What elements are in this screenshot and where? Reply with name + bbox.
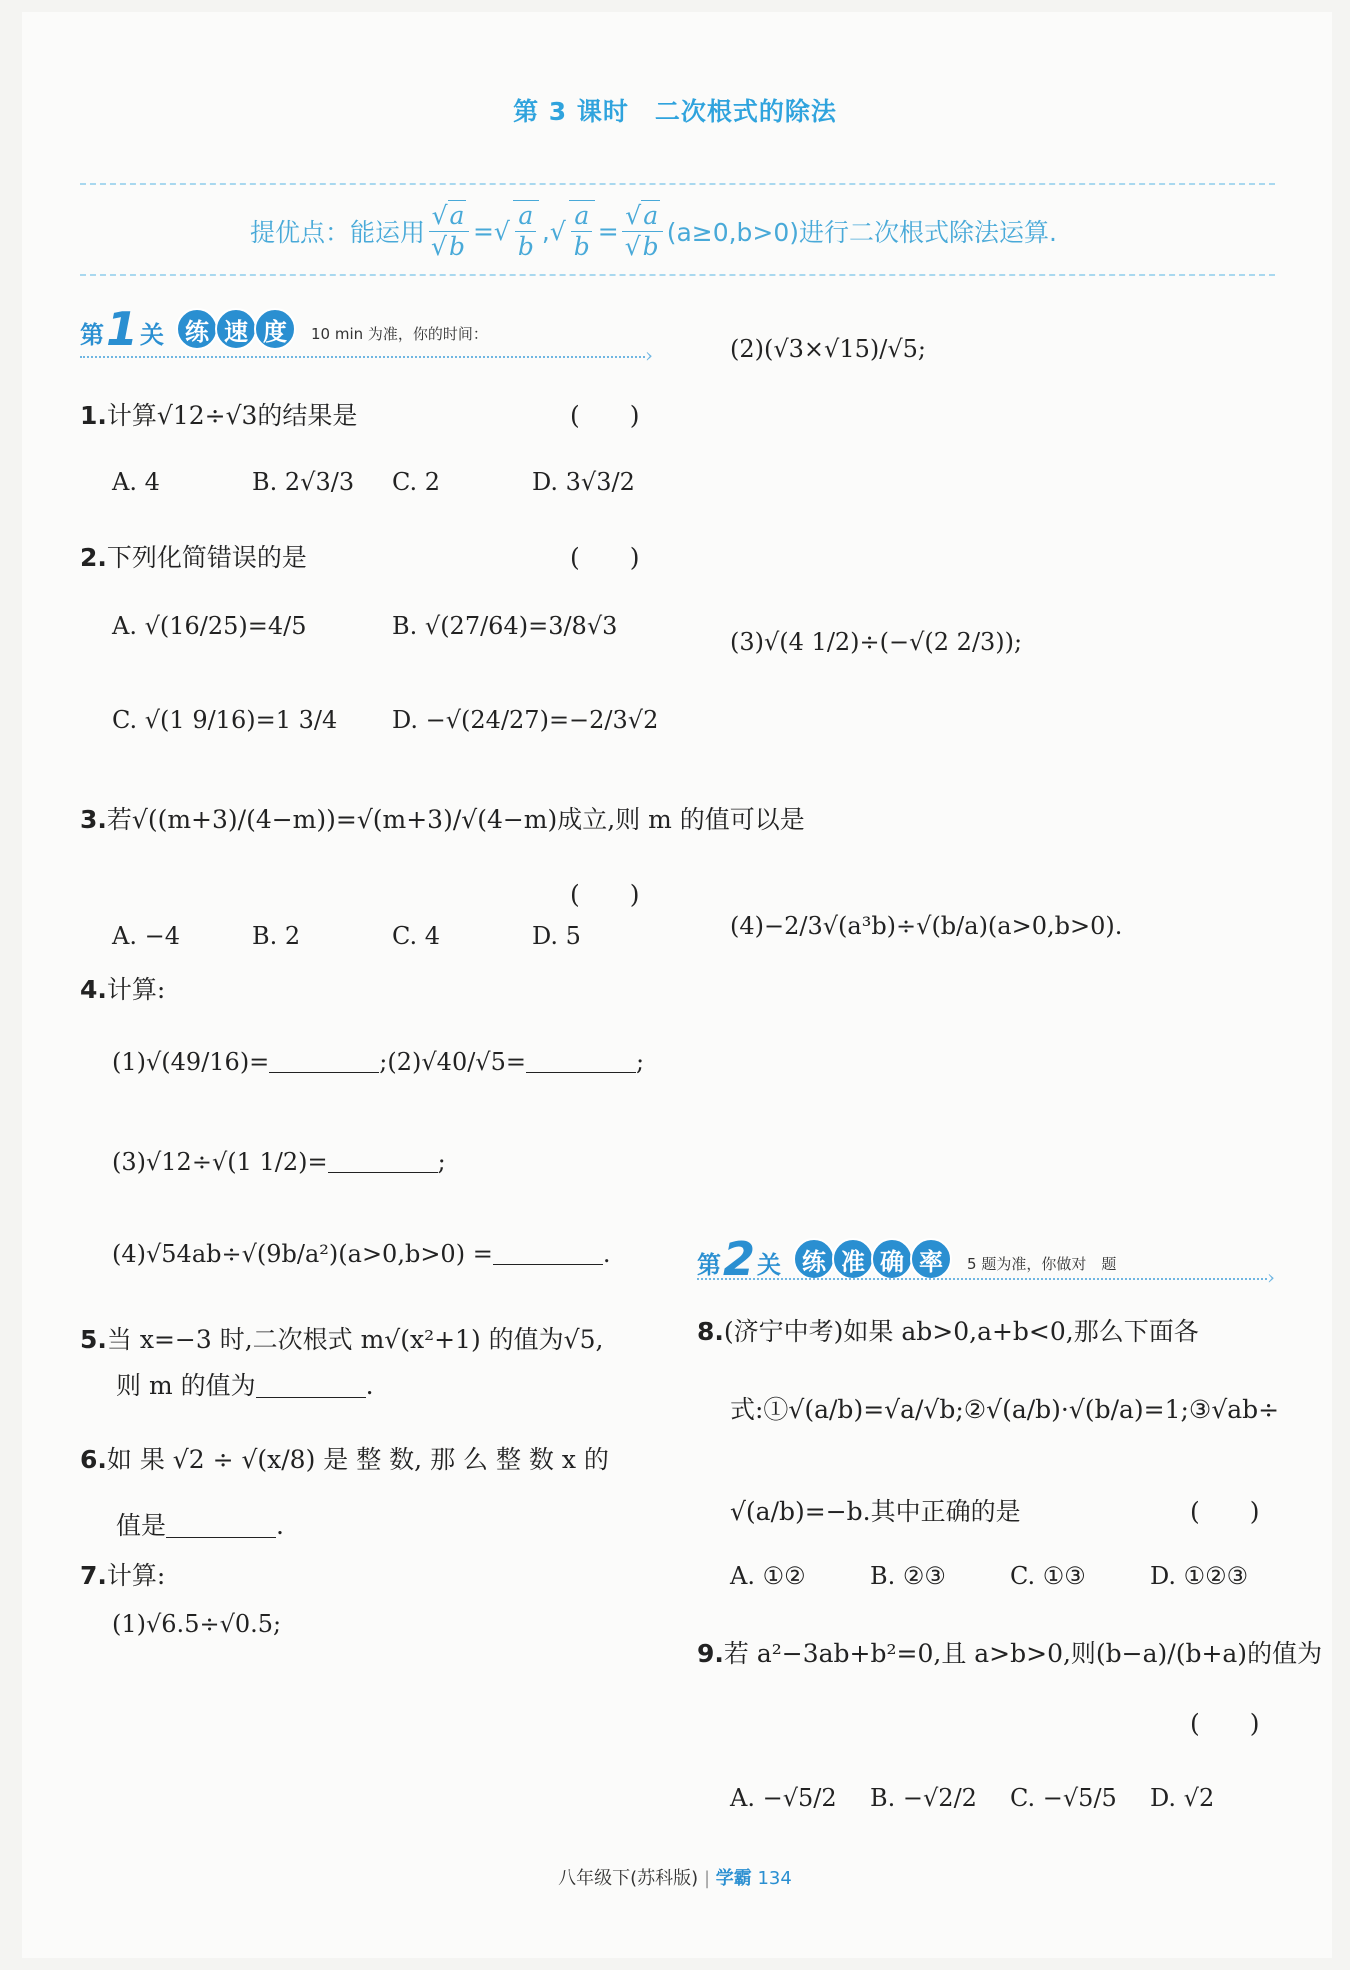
answer-blank[interactable] — [526, 1052, 636, 1073]
question-6: 6.如 果 √2 ÷ √(x/8) 是 整 数, 那 么 整 数 x 的 — [80, 1445, 609, 1474]
q7-part-1: (1)√6.5÷√0.5; — [112, 1610, 282, 1638]
q7-part-2: (2)(√3×√15)/√5; — [730, 335, 926, 363]
q7-part-4: (4)−2/3√(a³b)÷√(b/a)(a>0,b>0). — [730, 912, 1123, 940]
option-b: B. 2 — [252, 922, 301, 950]
question-5-line-2: 则 m 的值为 . — [116, 1371, 374, 1400]
answer-blank[interactable] — [328, 1152, 438, 1173]
section-2-header: 第 2 关 练 准 确 率 5 题为准，你做对 题 — [697, 1232, 1117, 1286]
answer-blank[interactable] — [269, 1052, 379, 1073]
tip-prefix: 提优点：能运用 — [250, 218, 426, 247]
question-8: 8.(济宁中考)如果 ab>0,a+b<0,那么下面各 — [697, 1317, 1199, 1346]
option-c: C. √(1 9/16)=1 3/4 — [112, 706, 338, 734]
option-d: D. 5 — [532, 922, 581, 950]
section-1-arrow — [80, 356, 645, 358]
tip-condition: (a≥0,b>0)进行二次根式除法运算. — [666, 218, 1057, 247]
option-d: D. 3√3/2 — [532, 468, 635, 496]
option-a: A. 4 — [112, 468, 160, 496]
section-1-badge: 练 速 度 — [176, 308, 293, 350]
answer-blank[interactable] — [166, 1517, 276, 1538]
answer-paren: ( ) — [570, 880, 640, 909]
question-2: 2.下列化简错误的是 — [80, 543, 307, 572]
option-a: A. ①② — [730, 1562, 806, 1590]
answer-paren: ( ) — [570, 543, 640, 572]
answer-paren: ( ) — [1190, 1497, 1260, 1526]
option-d: D. ①②③ — [1150, 1562, 1249, 1590]
question-8-line-2: 式:①√(a/b)=√a/√b;②√(a/b)·√(b/a)=1;③√ab÷ — [730, 1395, 1280, 1424]
option-b: B. ②③ — [870, 1562, 946, 1590]
question-6-line-2: 值是 . — [116, 1511, 284, 1540]
answer-blank[interactable] — [493, 1244, 603, 1265]
option-c: C. −√5/5 — [1010, 1784, 1117, 1812]
page-footer: 八年级下(苏科版) | 学霸 134 — [558, 1868, 792, 1889]
question-9: 9.若 a²−3ab+b²=0,且 a>b>0,则(b−a)/(b+a)的值为 — [697, 1639, 1323, 1668]
q4-part-4: (4)√54ab÷√(9b/a²)(a>0,b>0) = . — [112, 1240, 611, 1268]
option-b: B. −√2/2 — [870, 1784, 977, 1812]
option-d: D. −√(24/27)=−2/3√2 — [392, 706, 659, 734]
question-3: 3.若√((m+3)/(4−m))=√(m+3)/√(4−m)成立,则 m 的值可以是 — [80, 805, 805, 834]
question-1: 1.计算√12÷√3的结果是 — [80, 401, 358, 430]
answer-paren: ( ) — [1190, 1709, 1260, 1738]
option-a: A. −4 — [112, 922, 180, 950]
option-c: C. 4 — [392, 922, 441, 950]
q4-part-3: (3)√12÷√(1 1/2)= ; — [112, 1148, 446, 1176]
divider — [80, 274, 1275, 276]
option-b: B. 2√3/3 — [252, 468, 355, 496]
page-number: 134 — [757, 1868, 792, 1889]
question-4: 4.计算: — [80, 975, 166, 1004]
option-d: D. √2 — [1150, 1784, 1215, 1812]
answer-paren: ( ) — [570, 401, 640, 430]
question-7: 7.计算: — [80, 1561, 166, 1590]
section-1-note: 10 min 为准，你的时间： — [311, 325, 488, 343]
footer-grade: 八年级下(苏科版) — [558, 1868, 699, 1889]
option-a: A. −√5/2 — [730, 1784, 837, 1812]
section-2-arrow — [697, 1278, 1267, 1280]
option-a: A. √(16/25)=4/5 — [112, 612, 307, 640]
q7-part-3: (3)√(4 1/2)÷(−√(2 2/3)); — [730, 628, 1023, 656]
option-c: C. ①③ — [1010, 1562, 1086, 1590]
question-8-line-3: √(a/b)=−b.其中正确的是 — [730, 1497, 1021, 1526]
answer-blank[interactable] — [256, 1377, 366, 1398]
q4-part-1: (1)√(49/16)= ;(2)√40/√5= ; — [112, 1048, 645, 1076]
option-c: C. 2 — [392, 468, 441, 496]
section-2-note: 5 题为准，你做对 题 — [967, 1255, 1117, 1273]
lesson-title: 第 3 课时 二次根式的除法 — [513, 97, 837, 126]
footer-brand: 学霸 — [715, 1868, 752, 1889]
section-2-badge: 练 准 确 率 — [793, 1238, 949, 1280]
question-5: 5.当 x=−3 时,二次根式 m√(x²+1) 的值为√5, — [80, 1325, 604, 1354]
option-b: B. √(27/64)=3/8√3 — [392, 612, 618, 640]
section-1-header: 第 1 关 练 速 度 10 min 为准，你的时间： — [80, 302, 488, 356]
tip-line: 提优点：能运用 $\frac{√a}{√b}$ = √ a b , √ $\frac{a}{b}$ = $\frac{√a}{√b}$ (a≥0,b>0)进行二次根式除法运算. — [250, 200, 1057, 261]
tip-formula: $\frac{√a}{√b}$ — [428, 201, 470, 262]
divider — [80, 183, 1275, 185]
